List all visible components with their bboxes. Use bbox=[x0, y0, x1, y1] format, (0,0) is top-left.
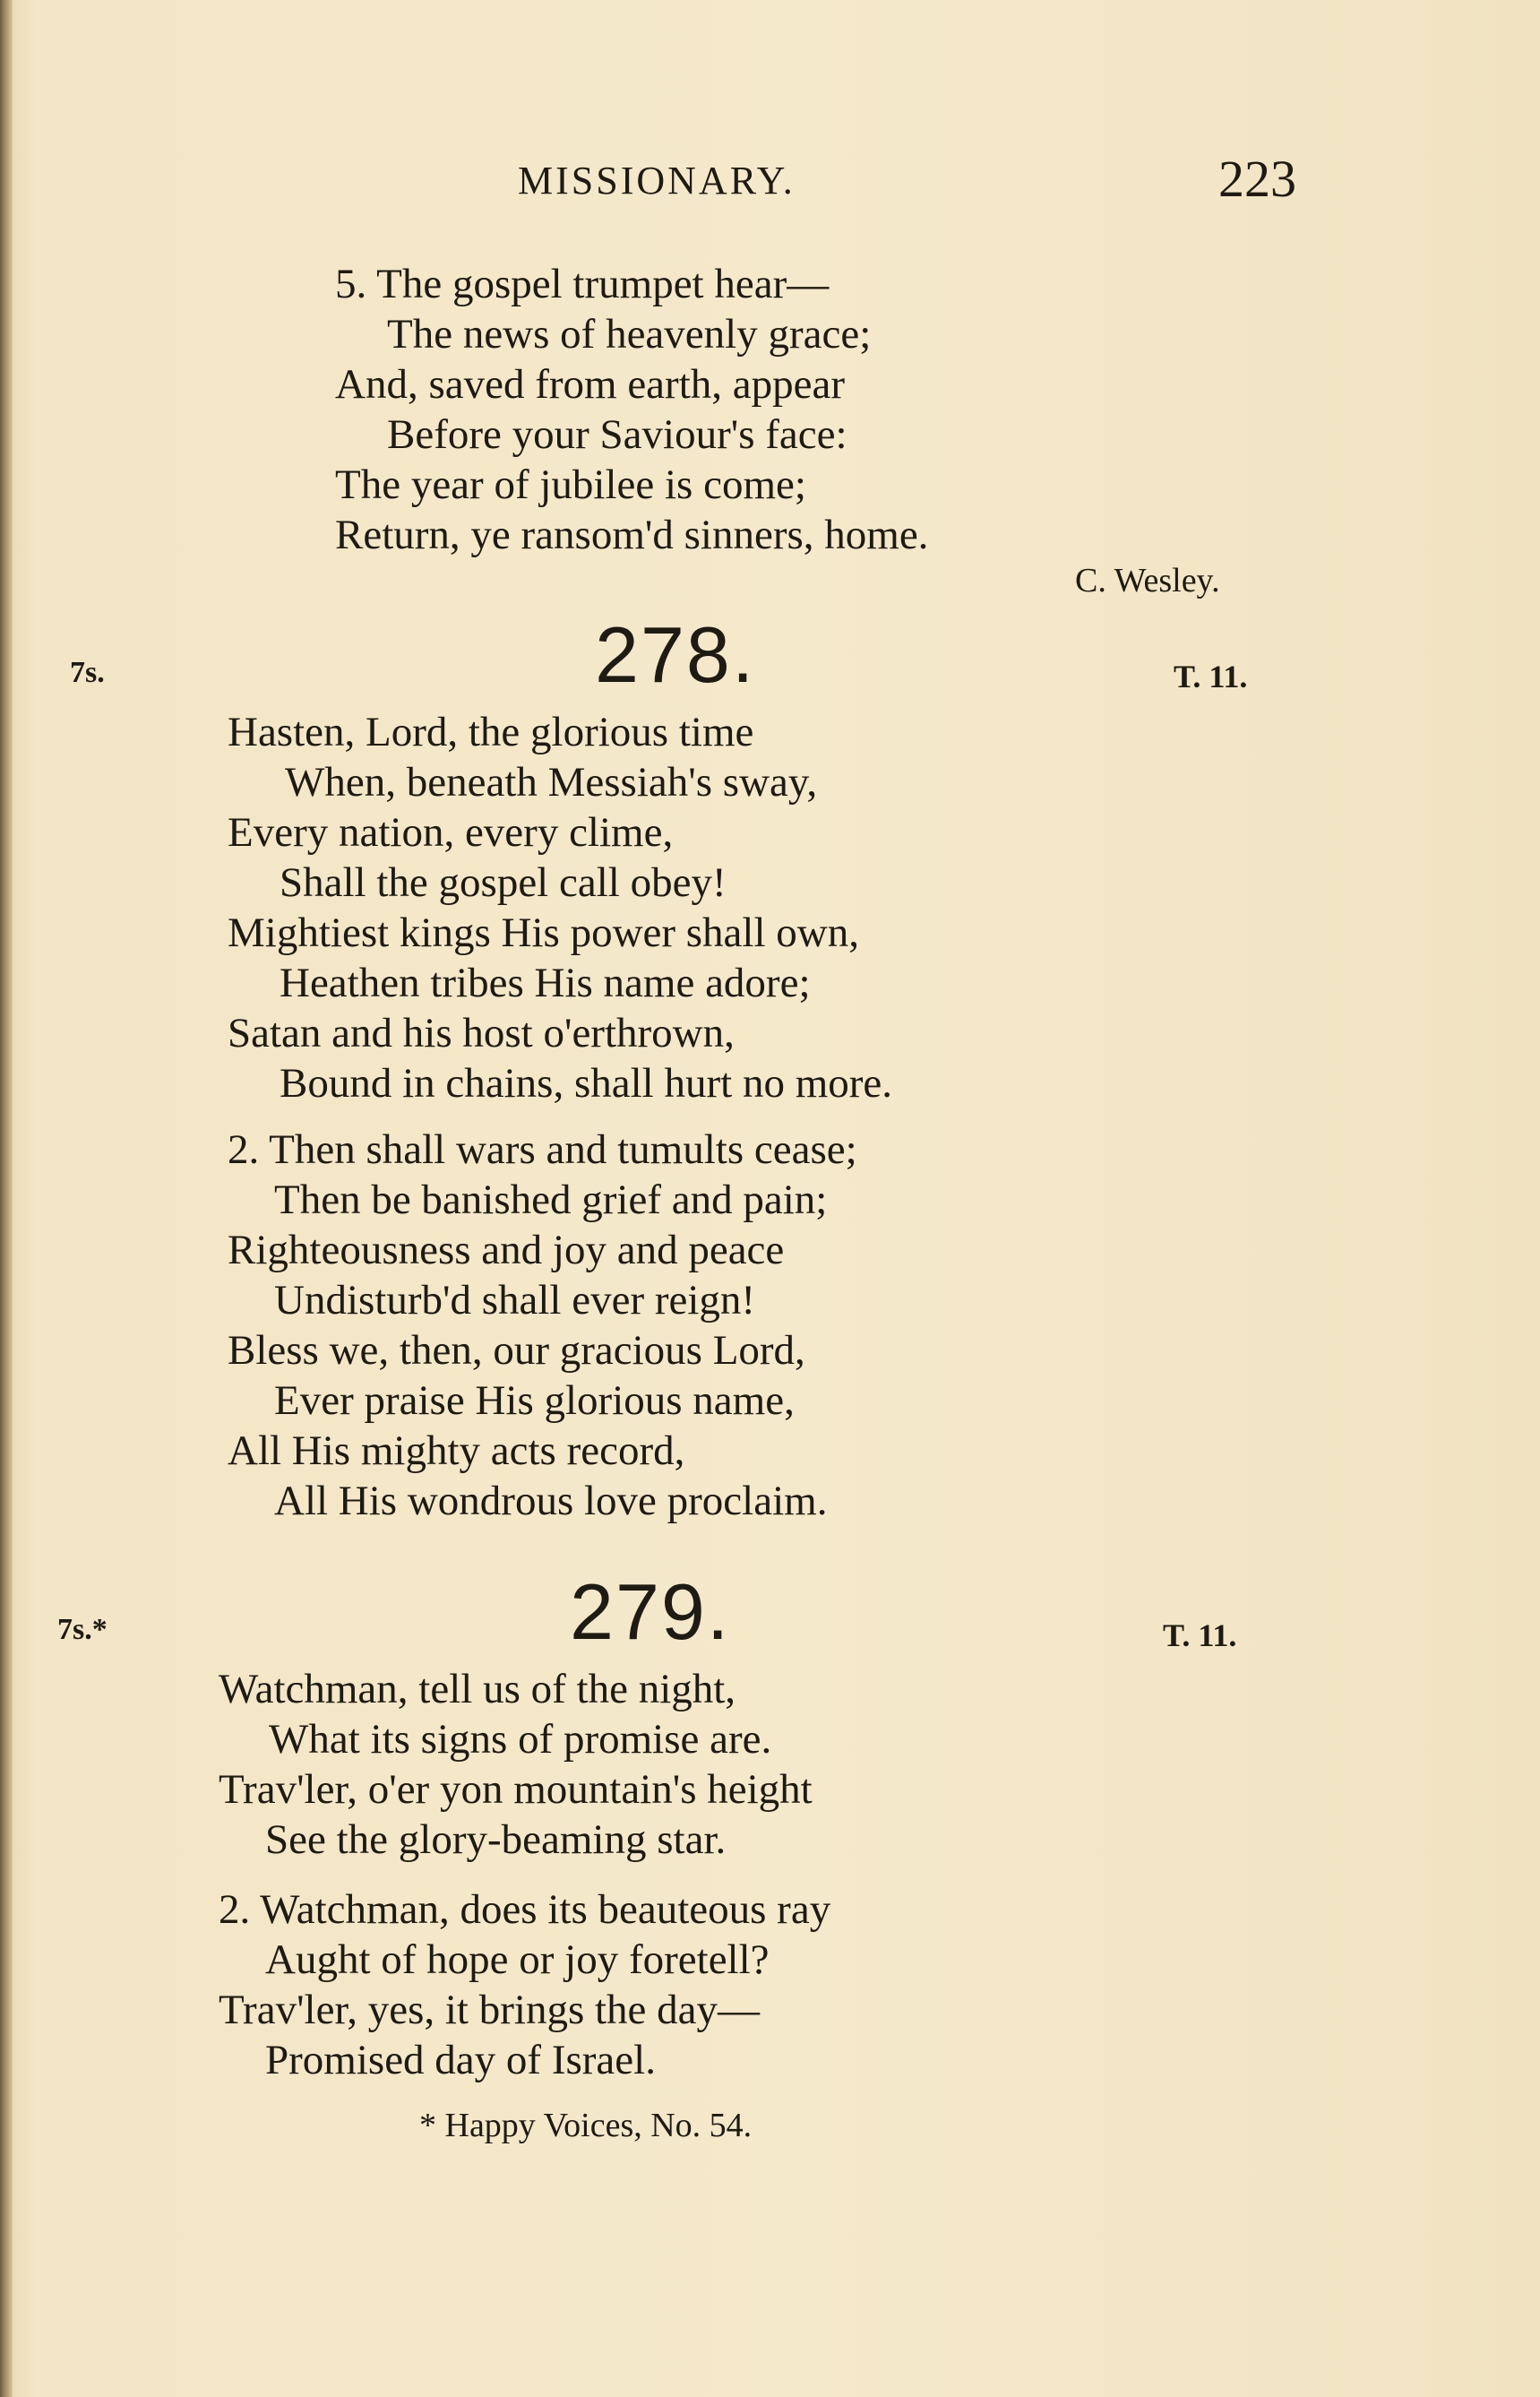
verse-line: The news of heavenly grace; bbox=[387, 311, 872, 358]
verse-line: All His mighty acts record, bbox=[228, 1427, 685, 1474]
footnote: * Happy Voices, No. 54. bbox=[419, 2107, 753, 2144]
hymn-meter: 7s.* bbox=[57, 1613, 108, 1646]
running-header-title: MISSIONARY. bbox=[518, 159, 796, 203]
verse-line: And, saved from earth, appear bbox=[335, 361, 845, 408]
verse-line: When, beneath Messiah's sway, bbox=[285, 759, 818, 806]
verse-line: Bound in chains, shall hurt no more. bbox=[280, 1060, 893, 1107]
verse-line: The year of jubilee is come; bbox=[335, 461, 806, 508]
verse-line: Return, ye ransom'd sinners, home. bbox=[335, 512, 929, 558]
verse-line: Aught of hope or joy foretell? bbox=[265, 1936, 770, 1983]
verse-line: Righteousness and joy and peace bbox=[228, 1227, 785, 1273]
verse-line: Ever praise His glorious name, bbox=[274, 1377, 795, 1424]
page-number: 223 bbox=[1218, 150, 1296, 208]
verse-line: Trav'ler, o'er yon mountain's height bbox=[219, 1766, 813, 1813]
hymn-meter: 7s. bbox=[70, 656, 105, 689]
verse-line: 5. The gospel trumpet hear— bbox=[335, 261, 830, 307]
verse-line: Trav'ler, yes, it brings the day— bbox=[219, 1987, 761, 2033]
hymn-tune: T. 11. bbox=[1163, 1617, 1237, 1653]
verse-line: Promised day of Israel. bbox=[265, 2037, 656, 2083]
verse-line: See the glory-beaming star. bbox=[265, 1816, 727, 1863]
verse-line: Shall the gospel call obey! bbox=[280, 859, 727, 906]
verse-line: Before your Saviour's face: bbox=[387, 411, 847, 458]
verse-line: All His wondrous love proclaim. bbox=[274, 1478, 828, 1524]
verse-line: Then be banished grief and pain; bbox=[274, 1177, 828, 1223]
verse-line: 2. Watchman, does its beauteous ray bbox=[219, 1886, 831, 1933]
page-binding-edge bbox=[0, 0, 13, 2397]
verse-line: Heathen tribes His name adore; bbox=[280, 960, 811, 1006]
verse-line: Mightiest kings His power shall own, bbox=[228, 910, 859, 956]
verse-line: Bless we, then, our gracious Lord, bbox=[228, 1327, 805, 1374]
verse-line: Satan and his host o'erthrown, bbox=[228, 1010, 735, 1056]
hymn-tune: T. 11. bbox=[1174, 659, 1248, 694]
verse-line: 2. Then shall wars and tumults cease; bbox=[228, 1126, 857, 1173]
hymn-number: 279. bbox=[570, 1567, 731, 1656]
verse-line: What its signs of promise are. bbox=[269, 1716, 772, 1763]
verse-line: Watchman, tell us of the night, bbox=[219, 1666, 736, 1712]
verse-line: Every nation, every clime, bbox=[228, 809, 674, 856]
hymn-number: 278. bbox=[595, 610, 756, 699]
hymn-author: C. Wesley. bbox=[1075, 562, 1220, 599]
verse-line: Hasten, Lord, the glorious time bbox=[228, 709, 754, 755]
verse-line: Undisturb'd shall ever reign! bbox=[274, 1277, 756, 1324]
